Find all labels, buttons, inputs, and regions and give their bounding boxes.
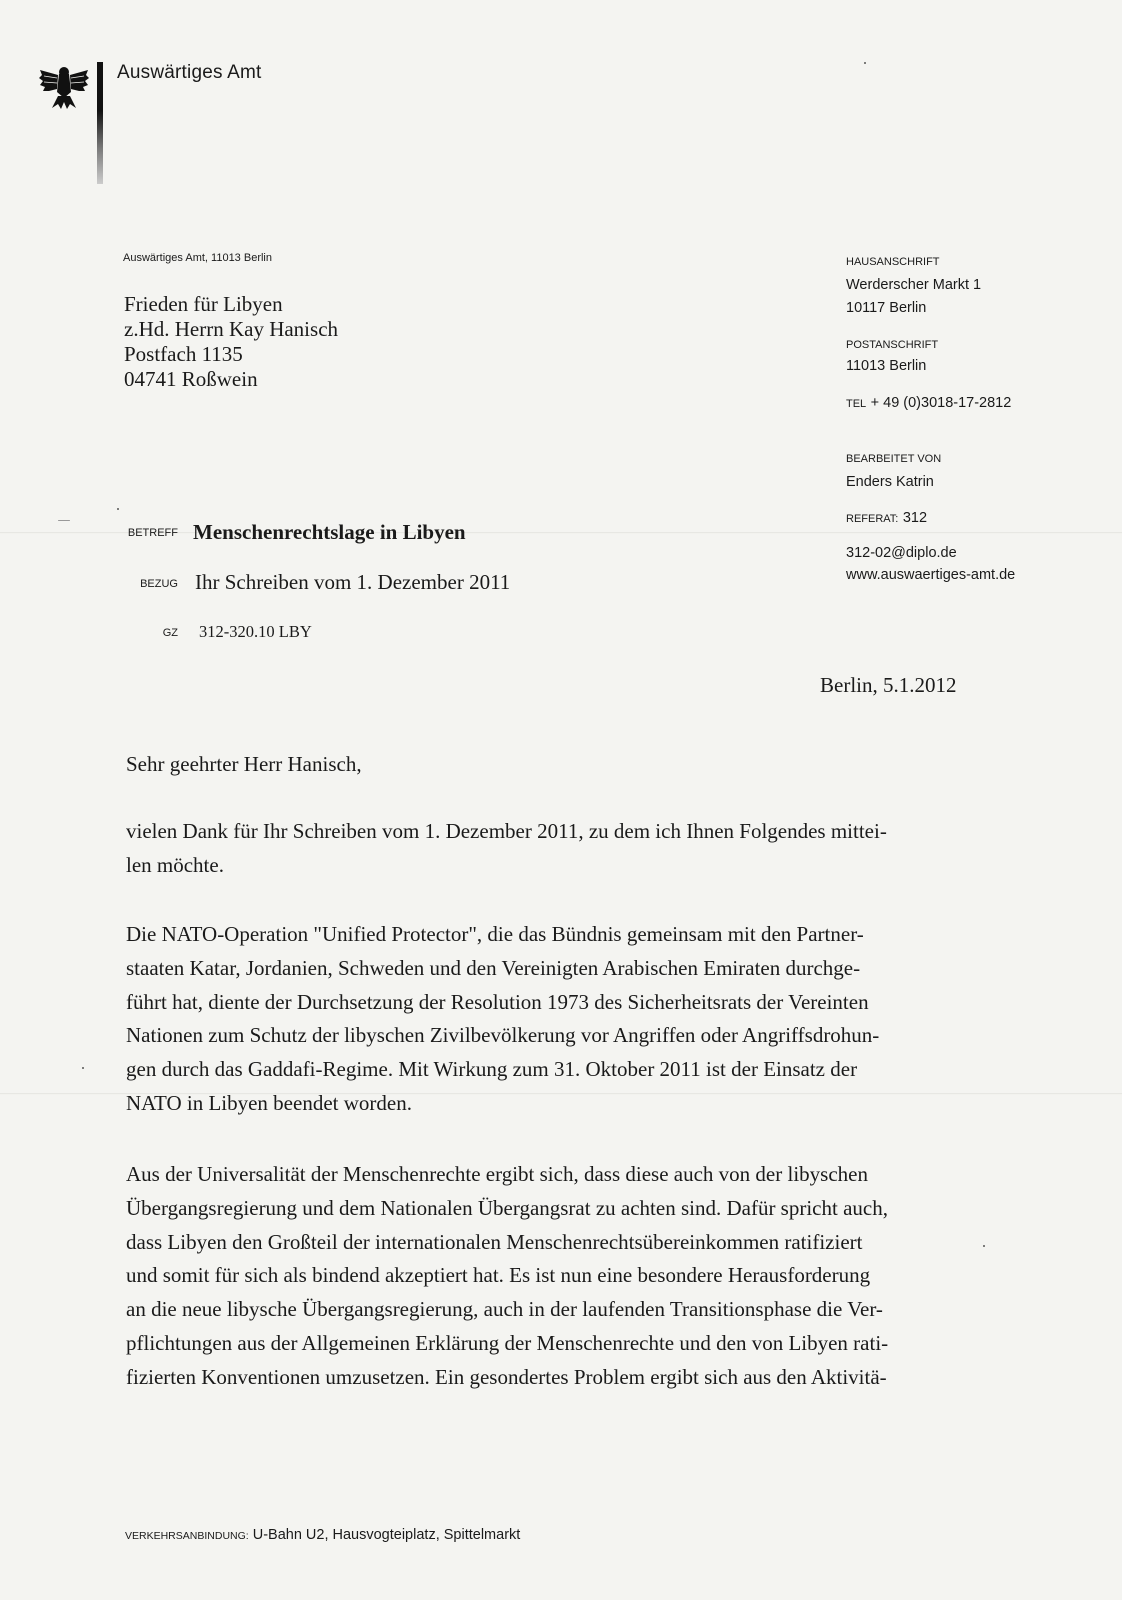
text-line: Aus der Universalität der Menschenrechte ergibt sich, dass diese auch von der libyschen — [126, 1162, 868, 1186]
referat — [846, 509, 927, 527]
text-line: führt hat, diente der Durchsetzung der Resolution 1973 des Sicherheitsrats der Vereinten — [126, 989, 869, 1014]
return-address: Auswärtiges Amt, 11013 Berlin — [123, 252, 272, 264]
ministry-name: Auswärtiges Amt — [117, 62, 262, 83]
referat-label: REFERAT: — [846, 513, 899, 525]
letter-date: Berlin, 5.1.2012 — [820, 673, 957, 697]
website-link[interactable]: www.auswaertiges-amt.de — [846, 567, 1016, 583]
body-paragraph — [126, 1158, 966, 1395]
recipient-line: Postfach 1135 — [124, 342, 243, 366]
postanschrift-label: POSTANSCHRIFT — [846, 339, 939, 351]
hausanschrift-label: HAUSANSCHRIFT — [846, 256, 940, 268]
text-line: und somit für sich als bindend akzeptiert hat. Es ist nun eine besondere Herausforderung — [126, 1263, 871, 1288]
text-line: Übergangsregierung und dem Nationalen Übergangsrat zu achten sind. Dafür spricht auch, — [126, 1195, 888, 1220]
scan-speck — [58, 520, 70, 521]
text-line: pflichtungen aus der Allgemeinen Erklärung der Menschenrechte und den von Libyen rati- — [126, 1330, 889, 1355]
text-line: dass Libyen den Großteil der internationalen Menschenrechtsübereinkommen ratifiziert — [126, 1229, 863, 1254]
letterhead-bar — [97, 62, 103, 184]
gz-label: GZ — [162, 627, 178, 639]
text-line: gen durch das Gaddafi-Regime. Mit Wirkung zum 31. Oktober 2011 ist der Einsatz der — [126, 1057, 858, 1082]
text-line: vielen Dank für Ihr Schreiben vom 1. Dezember 2011, zu dem ich Ihnen Folgendes mittei- — [126, 819, 887, 843]
scan-speck — [983, 1245, 985, 1247]
text-line: NATO in Libyen beendet worden. — [126, 1090, 412, 1115]
text-line: fizierten Konventionen umzusetzen. Ein gesondertes Problem ergibt sich aus den Aktivitä- — [126, 1364, 887, 1389]
hausanschrift-street: Werderscher Markt 1 — [846, 277, 982, 293]
bearbeitet-name: Enders Katrin — [846, 474, 934, 490]
postanschrift-city: 11013 Berlin — [846, 358, 927, 374]
text-line: an die neue libysche Übergangsregierung, auch in der laufenden Transitionsphase die Ver- — [126, 1297, 883, 1322]
tel-value: + 49 (0)3018-17-2812 — [870, 395, 1012, 411]
betreff-label: BETREFF — [127, 527, 178, 539]
recipient-line: Frieden für Libyen — [124, 292, 283, 316]
tel-label: TEL — [846, 398, 867, 410]
reference-line: Ihr Schreiben vom 1. Dezember 2011 — [195, 570, 511, 594]
scan-speck — [82, 1067, 84, 1069]
text-line: len möchte. — [126, 852, 224, 877]
transit-value: U-Bahn U2, Hausvogteiplatz, Spittelmarkt — [252, 1527, 521, 1543]
subject-line: Menschenrechtslage in Libyen — [193, 520, 466, 544]
salutation: Sehr geehrter Herr Hanisch, — [126, 752, 362, 776]
transit-info — [125, 1527, 520, 1543]
bearbeitet-label: BEARBEITET VON — [846, 453, 942, 465]
scan-speck — [864, 62, 866, 64]
email-address[interactable]: 312-02@diplo.de — [846, 545, 957, 561]
body-paragraph — [126, 815, 966, 883]
text-line: staaten Katar, Jordanien, Schweden und den Vereinigten Arabischen Emiraten durchge- — [126, 955, 861, 980]
file-number: 312-320.10 LBY — [199, 622, 312, 641]
federal-eagle-icon — [38, 62, 90, 110]
scan-speck — [117, 508, 119, 510]
referat-value: 312 — [902, 510, 928, 526]
text-line: Nationen zum Schutz der libyschen Zivilbevölkerung vor Angriffen oder Angriffsdrohun- — [126, 1023, 880, 1048]
telephone — [846, 394, 1011, 412]
recipient-line: 04741 Roßwein — [124, 367, 258, 391]
bezug-label: BEZUG — [140, 578, 178, 590]
transit-label: VERKEHRSANBINDUNG: — [125, 1530, 249, 1542]
recipient-address — [124, 292, 338, 392]
recipient-line: z.Hd. Herrn Kay Hanisch — [124, 317, 339, 341]
body-paragraph — [126, 918, 966, 1121]
hausanschrift-city: 10117 Berlin — [846, 300, 927, 316]
text-line: Die NATO-Operation "Unified Protector", die das Bündnis gemeinsam mit den Partner- — [126, 922, 864, 946]
